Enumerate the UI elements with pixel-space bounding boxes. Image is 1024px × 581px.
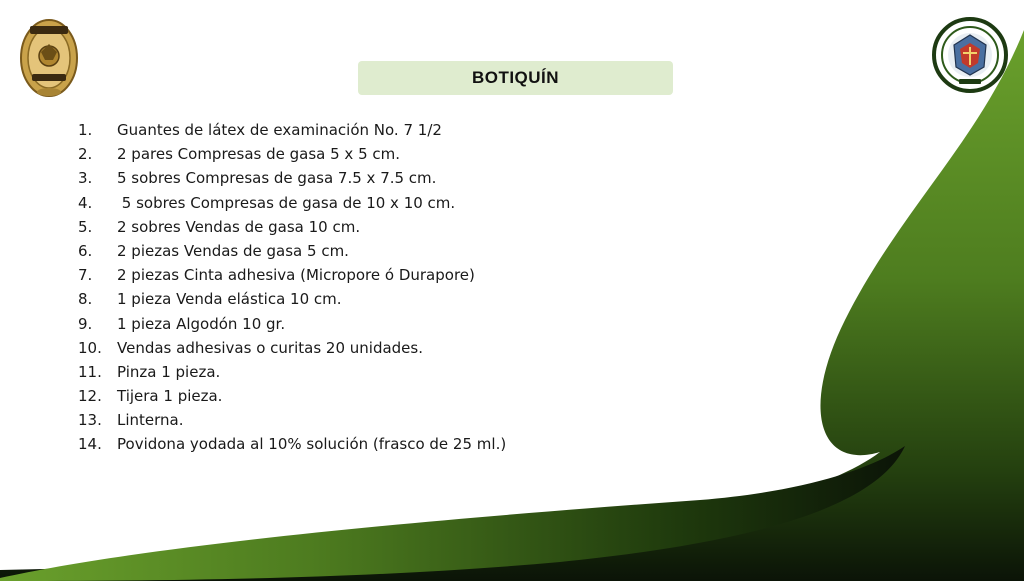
list-item <box>78 287 698 311</box>
item-text: 2 sobres Vendas de gasa 10 cm. <box>117 217 361 236</box>
list-item <box>78 336 698 360</box>
item-number: 5. <box>78 217 93 236</box>
item-text: Tijera 1 pieza. <box>117 387 223 406</box>
page-title: BOTIQUÍN <box>471 68 560 87</box>
list-item <box>78 118 698 142</box>
item-number: 1. <box>78 121 93 139</box>
item-text: 5 sobres Compresas de gasa 7.5 x 7.5 cm. <box>117 169 437 188</box>
list-item <box>78 312 698 336</box>
item-number: 13. <box>78 411 102 430</box>
item-number: 2. <box>78 145 93 164</box>
item-number: 11. <box>78 362 102 381</box>
item-text: 2 piezas Cinta adhesiva (Micropore ó Durapore) <box>117 266 475 285</box>
item-number: 4. <box>78 193 93 212</box>
item-number: 8. <box>78 290 93 309</box>
item-text: 1 pieza Algodón 10 gr. <box>117 314 286 333</box>
item-text: Pinza 1 pieza. <box>117 362 221 381</box>
list-item <box>78 360 698 384</box>
police-badge-icon <box>18 14 80 100</box>
list-item <box>78 408 698 432</box>
institutional-seal-icon <box>932 15 1008 97</box>
list-item <box>78 263 698 287</box>
title-box <box>358 61 673 95</box>
item-text: Guantes de látex de examinación No. 7 1/2 <box>117 121 442 139</box>
list-item <box>78 432 698 456</box>
item-number: 14. <box>78 435 102 454</box>
item-number: 9. <box>78 314 93 333</box>
item-text: 2 piezas Vendas de gasa 5 cm. <box>117 241 349 260</box>
list-item <box>78 215 698 239</box>
item-text: 5 sobres Compresas de gasa de 10 x 10 cm. <box>117 193 456 212</box>
item-number: 7. <box>78 266 93 285</box>
list-item <box>78 191 698 215</box>
item-text: Vendas adhesivas o curitas 20 unidades. <box>117 338 423 357</box>
list-item <box>78 239 698 263</box>
list-item <box>78 166 698 190</box>
item-text: Povidona yodada al 10% solución (frasco de 25 ml.) <box>117 435 507 454</box>
item-text: Linterna. <box>117 411 184 430</box>
item-text: 1 pieza Venda elástica 10 cm. <box>117 290 342 309</box>
kit-items-list <box>78 118 698 457</box>
item-text: 2 pares Compresas de gasa 5 x 5 cm. <box>117 145 401 164</box>
list-item <box>78 142 698 166</box>
item-number: 6. <box>78 241 93 260</box>
item-number: 3. <box>78 169 93 188</box>
item-number: 10. <box>78 338 102 357</box>
item-number: 12. <box>78 387 102 406</box>
list-item <box>78 384 698 408</box>
